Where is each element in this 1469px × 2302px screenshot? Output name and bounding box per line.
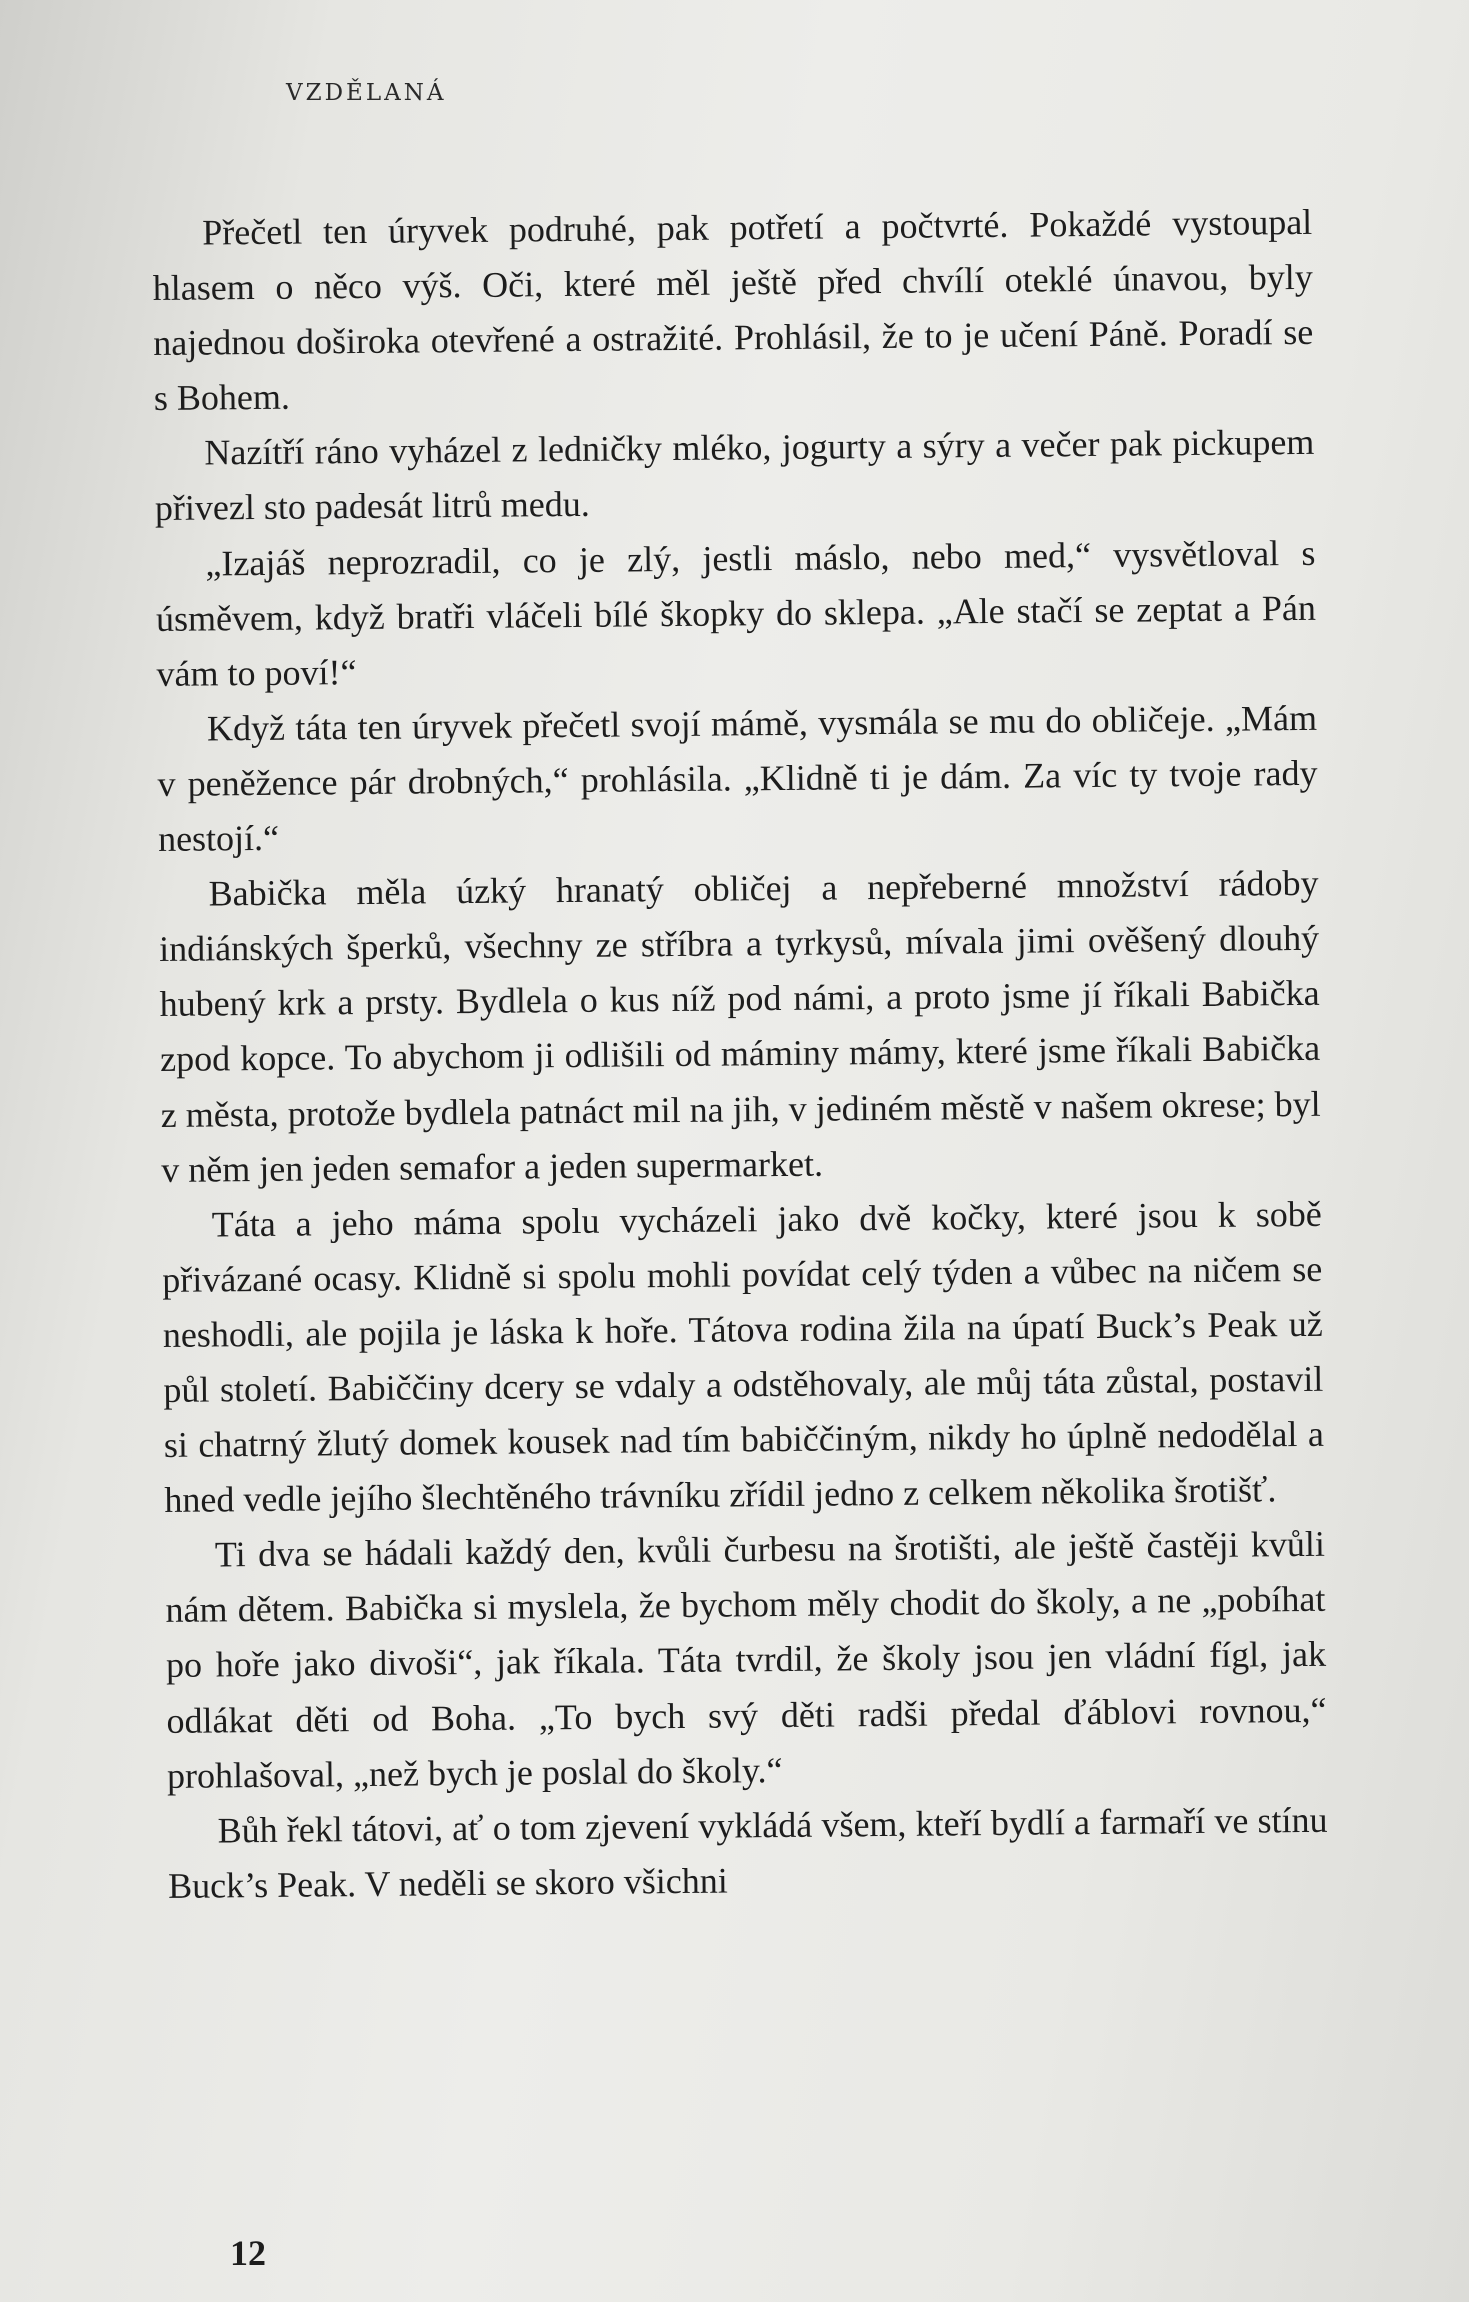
paragraph: Když táta ten úryvek přečetl svojí mámě, vysmála se mu do obličeje. „Mám v peněžence pár drobných,“ prohlásila. „Klidně ti je dám. Za víc ty tvoje rady nestojí.“ (157, 697, 1318, 860)
body-text (152, 195, 1328, 1914)
paragraph: Babička měla úzký hranatý obličej a nepřeberné množství rádoby indiánských šperků, všechny ze stříbra a tyrkysů, mívala jimi ověšený dlouhý hubený krk a prsty. Bydlela o kus níž pod námi, a proto jsme jí říkali Babička zpod kopce. To abychom ji odlišili od máminy mámy, které jsme říkali Babička z města, protože bydlela patnáct mil na jih, v jediném městě v našem okrese; byl v něm jen jeden semafor a jeden supermarket. (158, 862, 1321, 1190)
running-head: VZDĚLANÁ (286, 80, 447, 106)
paragraph: „Izajáš neprozradil, co je zlý, jestli máslo, nebo med,“ vysvětloval s úsměvem, když bratři vláčeli bílé škopky do sklepa. „Ale stačí se zeptat a Pán vám to poví!“ (155, 532, 1317, 694)
paragraph: Přečetl ten úryvek podruhé, pak potřetí a počtvrté. Pokaždé vystoupal hlasem o něco výš. Oči, které měl ještě před chvílí oteklé únavou, byly najednou doširoka otevřené a ostražité. Prohlásil, že to je učení Páně. Poradí se s Bohem. (152, 201, 1314, 419)
paragraph: Ti dva se hádali každý den, kvůli čurbesu na šrotišti, ale ještě častěji kvůli nám dětem. Babička si myslela, že bychom měly chodit do školy, a ne „pobíhat po hoře jako divoši“, jak říkala. Táta tvrdil, že školy jsou jen vládní fígl, jak odlákat děti od Boha. „To bych svý děti radši předal ďáblovi rovnou,“ prohlašoval, „než bych je poslal do školy.“ (165, 1524, 1327, 1796)
paragraph: Bůh řekl tátovi, ať o tom zjevení vykládá všem, kteří bydlí a farmaří ve stínu Buck’s Peak. V neděli se skoro všichni (167, 1799, 1328, 1906)
paragraph: Nazítří ráno vyházel z ledničky mléko, jogurty a sýry a večer pak pickupem přivezl sto padesát litrů medu. (154, 422, 1315, 529)
page-number: 12 (230, 2233, 266, 2273)
paragraph: Táta a jeho máma spolu vycházeli jako dvě kočky, které jsou k sobě přivázané ocasy. Klidně si spolu mohli povídat celý týden a vůbec na ničem se neshodli, ale pojila je láska k hoře. Tátova rodina žila na úpatí Buck’s Peak už půl století. Babiččiny dcery se vdaly a odstěhovaly, ale můj táta zůstal, postavil si chatrný žlutý domek kousek nad tím babiččiným, nikdy ho úplně nedodělal a hned vedle jejího šlechtěného trávníku zřídil jedno z celkem několika šrotišť. (162, 1193, 1325, 1521)
